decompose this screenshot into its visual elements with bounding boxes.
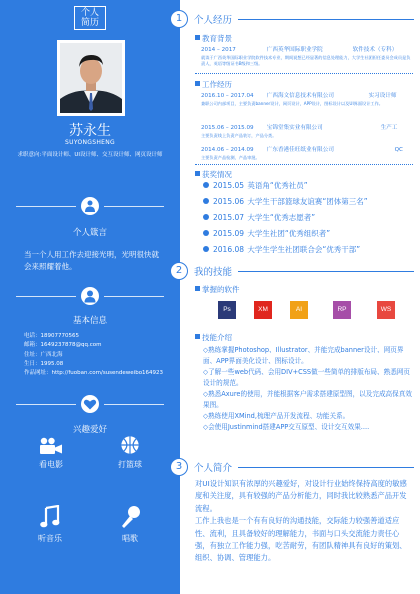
divider-right — [104, 206, 164, 207]
webstorm-icon: WS — [377, 301, 395, 319]
skill-item: ◇熟练使用XMind,梳理产品开发流程、功能关系。 — [203, 412, 350, 420]
section-2-title: 我的技能 — [194, 267, 233, 278]
award-date: 2016.08 — [213, 245, 245, 254]
basic-info-title: 基本信息 — [72, 316, 107, 326]
bullet-dot-icon — [203, 198, 209, 204]
skill-item: ◇了解一些web代码、会用DIV+CSS做一些简单的排版布局、熟悉网页设计的规范。 — [203, 368, 410, 387]
bullet-square-icon — [195, 286, 200, 291]
section-2-number: 2 — [170, 262, 188, 280]
job-row — [195, 145, 410, 153]
award-item — [203, 196, 418, 207]
skill-item: ◇熟练掌握Photoshop、Illustrator、并能完成banner设计、网页界面、APP界面美化设计、图标设计。 — [203, 346, 404, 365]
illustrator-icon: AI — [290, 301, 308, 319]
hobby-title: 兴趣爱好 — [72, 425, 107, 435]
dotted-divider — [195, 73, 413, 74]
job-desc: 主要负责线上负责产品装订，产品分类。 — [201, 133, 277, 138]
award-item — [203, 244, 418, 255]
divider-right — [104, 296, 164, 297]
job-company: 广东香港佳旺纸业有限公司 — [266, 147, 334, 153]
job-date: 2015.06 – 2015.09 — [201, 125, 254, 131]
divider-left — [16, 206, 76, 207]
job-row — [195, 123, 410, 131]
hobby-music — [20, 505, 80, 544]
motto-title: 个人箴言 — [72, 228, 107, 238]
divider-left — [16, 404, 76, 405]
basic-info-list — [24, 332, 180, 378]
resume-logo — [74, 6, 106, 30]
heart-icon — [81, 395, 99, 413]
job-date: 2014.06 – 2014.09 — [201, 147, 254, 153]
award-text: 英语角“优秀社员” — [247, 181, 308, 190]
work-heading — [195, 79, 232, 90]
job-row — [195, 91, 410, 99]
divider-left — [16, 296, 76, 297]
hobby-label: 打篮球 — [118, 460, 142, 469]
music-note-icon — [39, 505, 61, 529]
skill-intro-heading — [195, 332, 232, 343]
awards-title: 获奖情况 — [202, 170, 232, 179]
bullet-dot-icon — [203, 214, 209, 220]
hobby-basketball — [100, 435, 160, 470]
candidate-name: 苏永生 — [69, 123, 111, 139]
microphone-icon — [119, 505, 141, 529]
motto-icon — [81, 197, 99, 215]
summary-paragraph-2: 工作上我也是一个有有良好的沟通技能，交际能力较强善道适应性、流利，且具备较好的理解能力，书面与口头交流能力责任心强，有独立工作能力强，吃苦耐劳，有团队精神具有良好的策划、组织、协调、管理能力。 — [195, 516, 407, 563]
software-heading — [195, 284, 240, 295]
job-date: 2016.10 – 2017.04 — [201, 93, 254, 99]
info-address: 住址：广西北海 — [24, 351, 63, 358]
section-1-underline — [238, 19, 414, 20]
bullet-dot-icon — [203, 182, 209, 188]
dotted-divider — [195, 164, 413, 165]
section-3-title: 个人简介 — [194, 463, 233, 474]
education-school: 广西英华国际职业学院 — [266, 47, 323, 53]
user-icon — [81, 287, 99, 305]
bullet-square-icon — [195, 81, 200, 86]
sidebar — [0, 0, 180, 594]
award-text: 大学生“优秀志愿者” — [247, 213, 316, 222]
education-desc: 就读于广西英华国际职业学院软件技术专业，期间说想已经显著的信息处理能力，大学生社团担任委员会成员是负责人，英语等级证书B级和三级。 — [201, 55, 411, 66]
axure-rp-icon: RP — [333, 301, 351, 319]
section-1-number: 1 — [170, 10, 188, 28]
job-company: 宝锦堂集实业有限公司 — [266, 125, 323, 131]
work-title: 工作经历 — [202, 80, 232, 89]
divider-right — [104, 404, 164, 405]
hobby-label: 看电影 — [39, 460, 63, 469]
education-major: 软件技术（专科） — [352, 47, 398, 53]
bullet-dot-icon — [203, 246, 209, 252]
award-date: 2015.05 — [213, 181, 245, 190]
motto-text: 当一个人用工作去迎接光明，光明很快就会来照耀着他。 — [24, 250, 159, 271]
hobby-label: 唱歌 — [122, 534, 138, 543]
logo-line-1: 个人 — [80, 8, 99, 18]
hobby-movie — [21, 437, 81, 470]
job-intention: 求职意向:平面设计师、UI设计师、交互设计师、网页设计师 — [17, 152, 163, 158]
hobby-label: 听音乐 — [38, 534, 62, 543]
summary-paragraph-1: 对UI设计知识有浓厚的兴趣爱好，对设计行业始终保持高度的敏感度和关注度，具有较强的产品分析能力，同时我比较熟悉产品开发流程。 — [195, 479, 407, 513]
job-role: 实习设计师 — [368, 93, 397, 99]
skill-item: ◇会使用Justinmind搭建APP交互原型、设计交互效果.... — [203, 423, 370, 431]
personal-summary — [195, 478, 413, 565]
job-desc: 兼职公司内部项目，主要负责banner设计，网页设计，APP设计，图标设计以及UI界面设计工作。 — [201, 101, 383, 106]
movie-camera-icon — [39, 437, 63, 455]
software-title: 掌握的软件 — [202, 285, 240, 294]
education-date: 2014 – 2017 — [201, 47, 236, 53]
award-item — [203, 212, 418, 223]
award-item — [203, 228, 418, 239]
education-title: 教育背景 — [202, 34, 232, 43]
skill-item: ◇熟悉Axure的使用，并能根据客户需求搭建原型图，以及完成高保真效果图。 — [203, 390, 412, 409]
award-text: 大学生社团“优秀组织者” — [247, 229, 331, 238]
award-date: 2015.09 — [213, 229, 245, 238]
profile-photo — [57, 40, 125, 116]
skill-intro-title: 技能介绍 — [202, 333, 232, 342]
education-row — [195, 45, 410, 53]
awards-heading — [195, 169, 232, 180]
award-date: 2015.07 — [213, 213, 245, 222]
award-date: 2015.06 — [213, 197, 245, 206]
info-birthday: 生日：1995.08 — [24, 360, 64, 367]
bullet-square-icon — [195, 334, 200, 339]
job-desc: 主要负责产品检测，产品审批。 — [201, 155, 260, 160]
award-text: 大学生干部篮球友谊赛“团体第三名” — [247, 197, 368, 206]
job-role: 生产工 — [380, 125, 398, 131]
job-role: QC — [394, 147, 403, 153]
info-phone: 电话：18907770565 — [24, 333, 79, 339]
skill-intro-list — [203, 345, 415, 433]
xmind-icon: XM — [254, 301, 272, 319]
bullet-dot-icon — [203, 230, 209, 236]
award-item — [203, 180, 418, 191]
info-portfolio-url: 作品网址：http://fuoban.com/susendeweibo164923 — [24, 370, 164, 377]
logo-line-2: 简历 — [80, 18, 99, 28]
bullet-square-icon — [195, 171, 200, 176]
timeline-line — [178, 0, 180, 594]
section-3-number: 3 — [170, 458, 188, 476]
section-1-title: 个人经历 — [194, 15, 233, 26]
candidate-pinyin: SUYONGSHENG — [65, 139, 115, 146]
photoshop-icon: Ps — [218, 301, 236, 319]
award-text: 大学生学生社团联合会“优秀干部” — [247, 245, 361, 254]
bullet-square-icon — [195, 35, 200, 40]
hobby-singing — [100, 505, 160, 544]
section-3-underline — [238, 467, 414, 468]
job-company: 广西海文信息技术有限公司 — [266, 93, 334, 99]
section-2-underline — [238, 271, 414, 272]
basketball-icon — [119, 435, 141, 455]
info-email: 邮箱：1649237878@qq.com — [24, 342, 102, 349]
portrait-image — [60, 43, 122, 113]
education-heading — [195, 33, 232, 44]
